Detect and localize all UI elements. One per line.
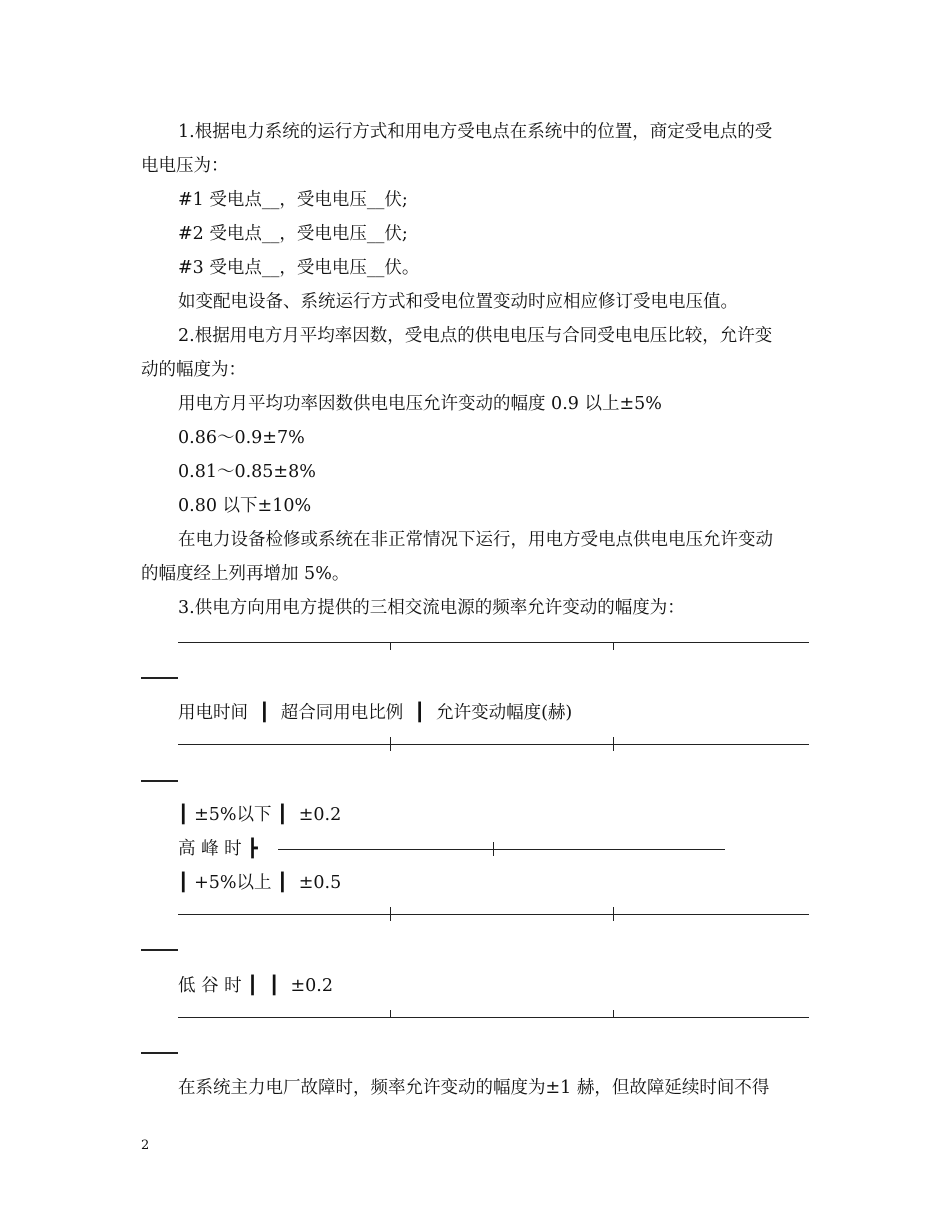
receive-point-3: #3 受电点__，受电电压__伏。 [178, 258, 420, 278]
paragraph-3: 3.供电方向用电方提供的三相交流电源的频率允许变动的幅度为： [178, 598, 685, 618]
table-tick [493, 842, 494, 856]
table-header: 用电时间 ┃ 超合同用电比例 ┃ 允许变动幅度(赫) [178, 703, 573, 723]
paragraph-2-line-2: 动的幅度为： [141, 360, 246, 380]
voltage-range-4: 0.80 以下±10% [178, 496, 312, 516]
table-rule-top [178, 642, 809, 643]
table-rule-continuation [141, 1052, 178, 1054]
table-tick [613, 642, 614, 650]
voltage-range-3: 0.81～0.85±8% [178, 462, 316, 482]
table-tick [613, 907, 614, 921]
table-peak-row-1: ┃ ±5%以下 ┃ ±0.2 [178, 805, 342, 825]
table-rule-peak-inner [278, 849, 725, 850]
table-tick [613, 737, 614, 751]
table-tick [390, 1010, 391, 1018]
table-peak-label: 高 峰 时 ┣ [178, 839, 258, 859]
table-tick [390, 907, 391, 921]
paragraph-4: 在系统主力电厂故障时，频率允许变动的幅度为±1 赫，但故障延续时间不得 [178, 1078, 770, 1098]
table-rule-bottom [178, 1017, 809, 1018]
table-rule-continuation [141, 780, 178, 782]
table-rule-peak-bottom [178, 914, 809, 915]
page-number: 2 [141, 1138, 150, 1153]
table-tick [390, 642, 391, 650]
receive-point-2: #2 受电点__，受电电压__伏; [178, 224, 408, 244]
paragraph-2-line-1: 2.根据用电方月平均率因数，受电点的供电电压与合同受电电压比较，允许变 [178, 326, 773, 346]
table-rule-continuation [141, 677, 178, 679]
voltage-range-2: 0.86～0.9±7% [178, 428, 305, 448]
table-peak-row-2: ┃ +5%以上 ┃ ±0.5 [178, 873, 342, 893]
paragraph-1-line-2: 电电压为： [141, 156, 229, 176]
paragraph-2-note-line-1: 在电力设备检修或系统在非正常情况下运行，用电方受电点供电电压允许变动 [178, 530, 773, 550]
paragraph-1-note: 如变配电设备、系统运行方式和受电位置变动时应相应修订受电电压值。 [178, 292, 738, 312]
receive-point-1: #1 受电点__，受电电压__伏; [178, 190, 408, 210]
table-tick [613, 1010, 614, 1018]
paragraph-2-note-line-2: 的幅度经上列再增加 5%。 [141, 564, 350, 584]
voltage-range-1: 用电方月平均功率因数供电电压允许变动的幅度 0.9 以上±5% [178, 394, 662, 414]
table-rule-continuation [141, 949, 178, 951]
table-rule-header [178, 744, 809, 745]
paragraph-1-line-1: 1.根据电力系统的运行方式和用电方受电点在系统中的位置，商定受电点的受 [178, 122, 773, 142]
table-tick [390, 737, 391, 751]
table-valley-row: 低 谷 时 ┃ ┃ ±0.2 [178, 976, 334, 996]
